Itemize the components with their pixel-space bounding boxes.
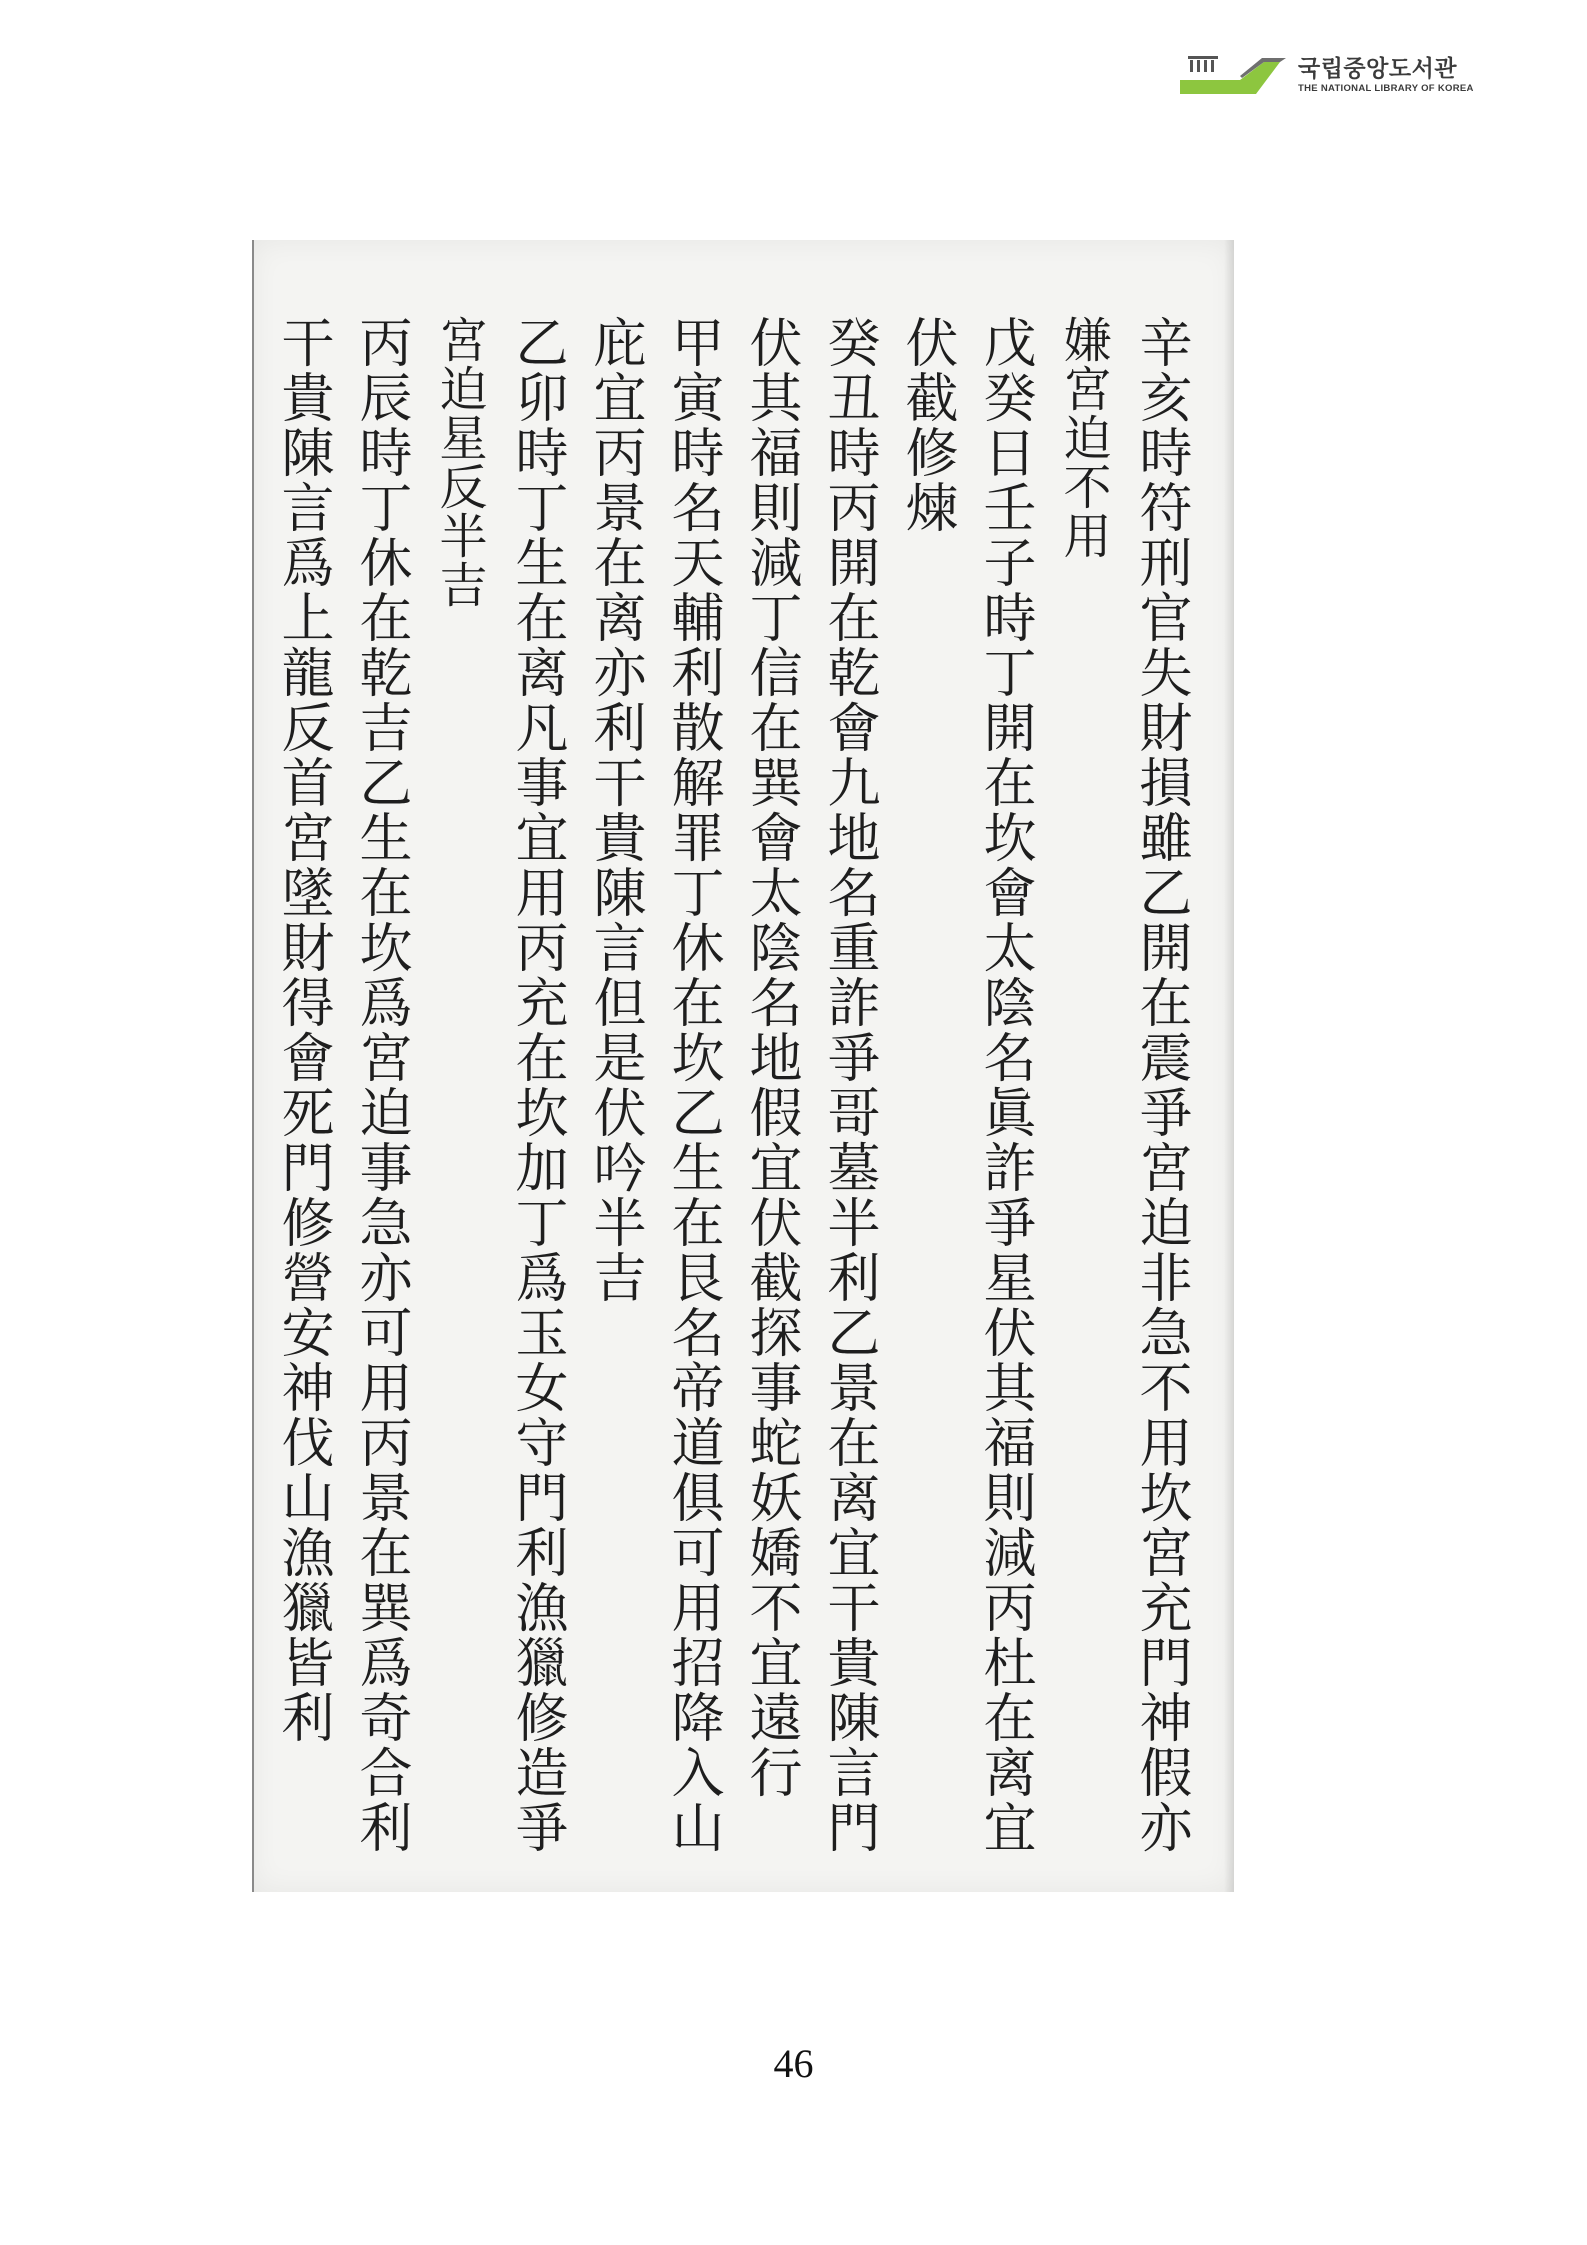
scanned-manuscript-page: [252, 240, 1234, 1892]
page-border-line: [252, 240, 254, 1892]
text-column-12: 干貴陳言爲上龍反首宮墜財得會死門修營安神伐山漁獵皆利: [273, 315, 334, 1745]
text-column-4: 伏截修煉: [897, 315, 958, 535]
text-column-5: 癸丑時丙開在乾會九地名重詐爭哥墓半利乙景在离宜干貴陳言門: [819, 315, 880, 1855]
text-column-6: 伏其福則減丁信在巽會太陰名地假宜伏截探事蛇妖嬌不宜遠行: [741, 315, 802, 1800]
text-column-7: 甲寅時名天輔利散解罪丁休在坎乙生在艮名帝道俱可用招降入山: [663, 315, 724, 1855]
text-column-1: 辛亥時符刑官失財損雖乙開在震爭宮迫非急不用坎宮充門神假亦: [1131, 315, 1192, 1855]
text-column-8: 庇宜丙景在离亦利干貴陳言但是伏吟半吉: [585, 315, 646, 1305]
text-column-11: 丙辰時丁休在乾吉乙生在坎爲宮迫事急亦可用丙景在巽爲奇合利: [351, 315, 412, 1855]
text-column-2: 嫌宮迫不用: [1055, 315, 1111, 560]
text-column-3: 戊癸日壬子時丁開在坎會太陰名眞詐爭星伏其福則減丙杜在离宜: [975, 315, 1036, 1855]
library-subtitle: THE NATIONAL LIBRARY OF KOREA: [1298, 83, 1474, 94]
text-column-10: 宮迫星反半吉: [431, 315, 487, 609]
page-edge-shadow: [1224, 240, 1234, 1892]
library-logo: [1180, 54, 1480, 100]
library-building-icon: [1180, 54, 1288, 96]
page-number: 46: [773, 2041, 814, 2086]
text-column-9: 乙卯時丁生在离凡事宜用丙充在坎加丁爲玉女守門利漁獵修造爭: [507, 315, 568, 1855]
library-name: 국립중앙도서관: [1298, 56, 1458, 82]
